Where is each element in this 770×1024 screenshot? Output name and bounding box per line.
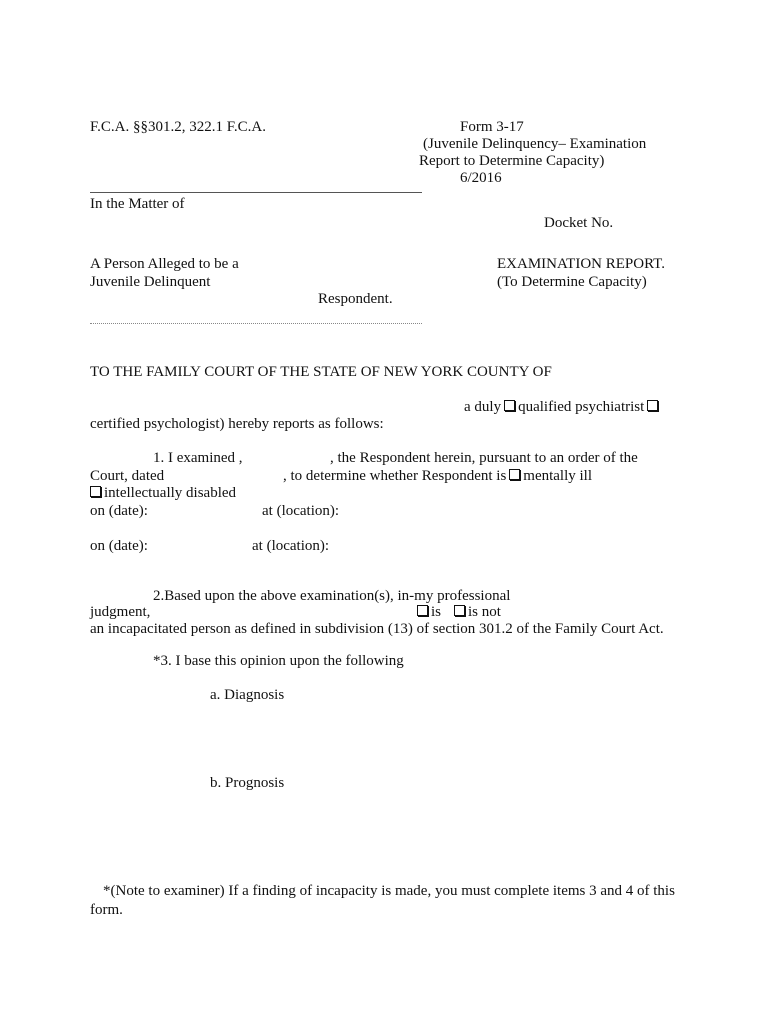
item2-incapacitated: an incapacitated person as defined in subdivision (13) of section 301.2 of the Family Court Act. [90,621,664,637]
court-dated-label: Court, dated [90,468,165,484]
judgment-label: judgment, [90,604,151,620]
checkbox-mentally-ill[interactable] [509,469,520,480]
at-location-label-2: at (location): [252,538,330,554]
diagnosis-label: a. Diagnosis [210,687,285,703]
certified-psychologist-line: certified psychologist) hereby reports as follows: [90,416,384,432]
form-title-line2: Report to Determine Capacity) [419,153,605,169]
note-to-examiner-end: form. [90,902,123,918]
is-label: is [431,604,442,620]
person-alleged-line1: A Person Alleged to be a [90,256,239,272]
intellectually-disabled-label: intellectually disabled [104,485,237,501]
report-title: EXAMINATION REPORT. [497,256,665,272]
report-subtitle: (To Determine Capacity) [497,274,647,290]
item3-opinion: *3. I base this opinion upon the following [153,653,404,669]
prognosis-label: b. Prognosis [210,775,285,791]
intellectually-disabled-line [87,484,236,502]
on-date-label-1: on (date): [90,503,148,519]
determine-line [283,467,592,485]
to-family-court: TO THE FAMILY COURT OF THE STATE OF NEW YORK COUNTY OF [90,364,552,380]
examiner-type-line [464,398,661,416]
note-to-examiner: *(Note to examiner) If a finding of incapacity is made, you must complete items 3 and 4 of this [103,883,675,899]
caption-bottom-rule [90,323,422,324]
checkbox-qualified-psychiatrist[interactable] [504,400,515,411]
qualified-psychiatrist-label: qualified psychiatrist [518,399,645,415]
a-duly-text: a duly [464,399,502,415]
checkbox-intellectually-disabled[interactable] [90,486,101,497]
caption-top-rule [90,192,422,193]
person-alleged-line2: Juvenile Delinquent [90,274,211,290]
respondent-label: Respondent. [318,291,393,307]
item1-examined: 1. I examined , [153,450,243,466]
on-date-label-2: on (date): [90,538,148,554]
form-number: Form 3-17 [460,119,524,135]
is-not-label: is not [468,604,501,620]
in-the-matter-of: In the Matter of [90,196,185,212]
item2-based-upon: 2.Based upon the above examination(s), in-my professional [153,588,511,604]
item1-respondent: , the Respondent herein, pursuant to an order of the [330,450,638,466]
checkbox-is-not[interactable] [454,605,465,616]
statute-reference: F.C.A. §§301.2, 322.1 F.C.A. [90,119,266,135]
form-date: 6/2016 [460,170,502,186]
mentally-ill-label: mentally ill [523,468,593,484]
to-determine-text: , to determine whether Respondent is [283,468,507,484]
form-title-line1: (Juvenile Delinquency– Examination [423,136,647,152]
checkbox-certified-psychologist[interactable] [647,400,658,411]
at-location-label-1: at (location): [262,503,340,519]
docket-label: Docket No. [544,215,614,231]
checkbox-is[interactable] [417,605,428,616]
is-options [414,603,501,621]
